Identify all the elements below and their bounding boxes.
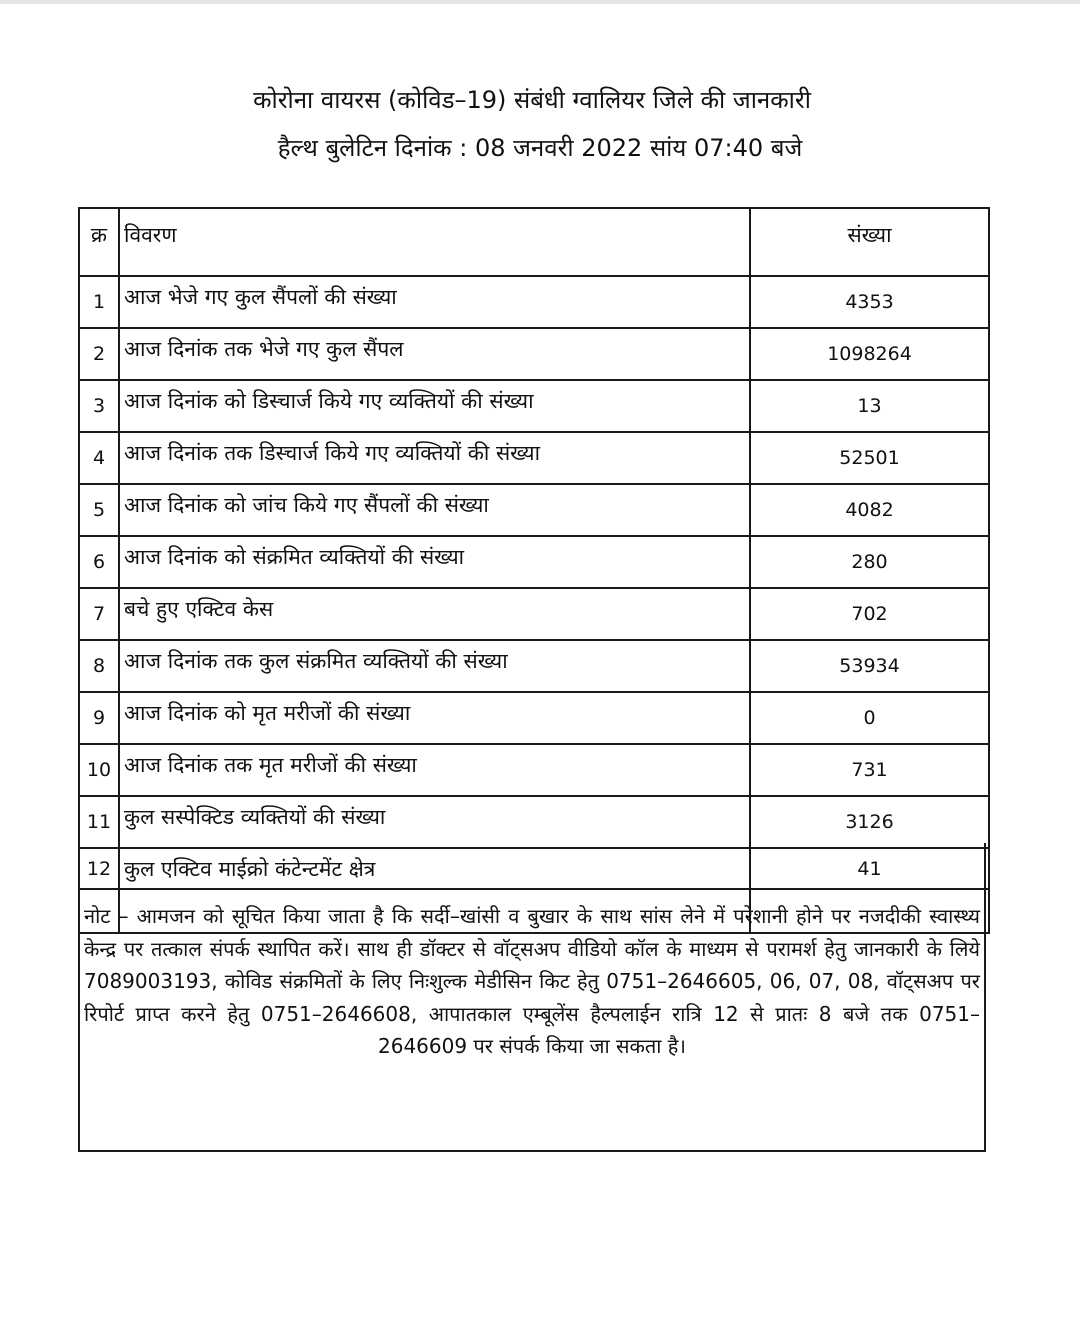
row-value: 13 bbox=[750, 380, 989, 432]
table-row bbox=[79, 744, 989, 796]
row-description: आज दिनांक तक कुल संक्रमित व्यक्तियों की संख्या bbox=[119, 640, 750, 692]
row-description: आज दिनांक तक डिस्चार्ज किये गए व्यक्तियों की संख्या bbox=[119, 432, 750, 484]
bulletin-title: कोरोना वायरस (कोविड–19) संबंधी ग्वालियर जिले की जानकारी bbox=[253, 86, 811, 114]
row-description: आज दिनांक को जांच किये गए सैंपलों की संख्या bbox=[119, 484, 750, 536]
row-value: 53934 bbox=[750, 640, 989, 692]
bulletin-date-line: हैल्थ बुलेटिन दिनांक : 08 जनवरी 2022 सांय 07:40 बजे bbox=[277, 134, 803, 162]
row-serial: 1 bbox=[79, 276, 119, 328]
row-serial: 4 bbox=[79, 432, 119, 484]
row-description: आज भेजे गए कुल सैंपलों की संख्या bbox=[119, 276, 750, 328]
row-serial: 10 bbox=[79, 744, 119, 796]
table-row bbox=[79, 640, 989, 692]
table-row bbox=[79, 536, 989, 588]
table-row bbox=[79, 692, 989, 744]
row-value: 4082 bbox=[750, 484, 989, 536]
row-serial: 7 bbox=[79, 588, 119, 640]
table-row bbox=[79, 484, 989, 536]
note-box bbox=[78, 843, 986, 1152]
table-row bbox=[79, 588, 989, 640]
row-serial: 3 bbox=[79, 380, 119, 432]
table-row bbox=[79, 432, 989, 484]
header-serial: क्र bbox=[79, 208, 119, 276]
row-serial: 6 bbox=[79, 536, 119, 588]
row-value: 280 bbox=[750, 536, 989, 588]
row-serial: 12 bbox=[79, 848, 119, 889]
row-description: आज दिनांक को संक्रमित व्यक्तियों की संख्या bbox=[119, 536, 750, 588]
row-description: कुल एक्टिव माईक्रो कंटेन्टमेंट क्षेत्र bbox=[119, 848, 750, 889]
header-count: संख्या bbox=[750, 208, 989, 276]
row-serial: 5 bbox=[79, 484, 119, 536]
row-description: आज दिनांक तक मृत मरीजों की संख्या bbox=[119, 744, 750, 796]
table-row bbox=[79, 276, 989, 328]
row-value: 52501 bbox=[750, 432, 989, 484]
row-serial: 8 bbox=[79, 640, 119, 692]
row-value: 41 bbox=[750, 848, 989, 889]
row-value: 1098264 bbox=[750, 328, 989, 380]
table-row bbox=[79, 328, 989, 380]
row-value: 731 bbox=[750, 744, 989, 796]
row-serial: 2 bbox=[79, 328, 119, 380]
row-description: आज दिनांक को मृत मरीजों की संख्या bbox=[119, 692, 750, 744]
table-header-row bbox=[79, 208, 989, 276]
row-value: 0 bbox=[750, 692, 989, 744]
row-value: 3126 bbox=[750, 796, 989, 848]
table-row bbox=[79, 380, 989, 432]
row-description: आज दिनांक तक भेजे गए कुल सैंपल bbox=[119, 328, 750, 380]
top-border-band bbox=[0, 0, 1080, 4]
row-description: कुल सस्पेक्टिड व्यक्तियों की संख्या bbox=[119, 796, 750, 848]
row-serial: 9 bbox=[79, 692, 119, 744]
row-serial: 11 bbox=[79, 796, 119, 848]
row-value: 4353 bbox=[750, 276, 989, 328]
covid-statistics-table bbox=[78, 207, 990, 934]
table-row bbox=[79, 796, 989, 848]
note-text: नोट – आमजन को सूचित किया जाता है कि सर्दी–खांसी व बुखार के साथ सांस लेने में परेशानी होने पर नजदीकी स्वास्थ्य केन्द्र पर तत्काल संपर्क स्थापित करें। साथ ही डॉक्टर से वॉट्सअप वीडियो कॉल के माध्यम से परामर्श हेतु जानकारी के लिये 7089003193, कोविड संक्रमितों के लिए निःशुल्क मेडीसिन किट हेतु 0751–2646605, 06, 07, 08, वॉट्सअप पर रिपोर्ट प्राप्त करने हेतु 0751–2646608, आपातकाल एम्बूलेंस हैल्पलाईन रात्रि 12 से प्रातः 8 बजे तक 0751–2646609 पर संपर्क किया जा सकता है। bbox=[84, 904, 980, 1058]
row-description: बचे हुए एक्टिव केस bbox=[119, 588, 750, 640]
row-value: 702 bbox=[750, 588, 989, 640]
row-description: आज दिनांक को डिस्चार्ज किये गए व्यक्तियों की संख्या bbox=[119, 380, 750, 432]
header-description: विवरण bbox=[119, 208, 750, 276]
